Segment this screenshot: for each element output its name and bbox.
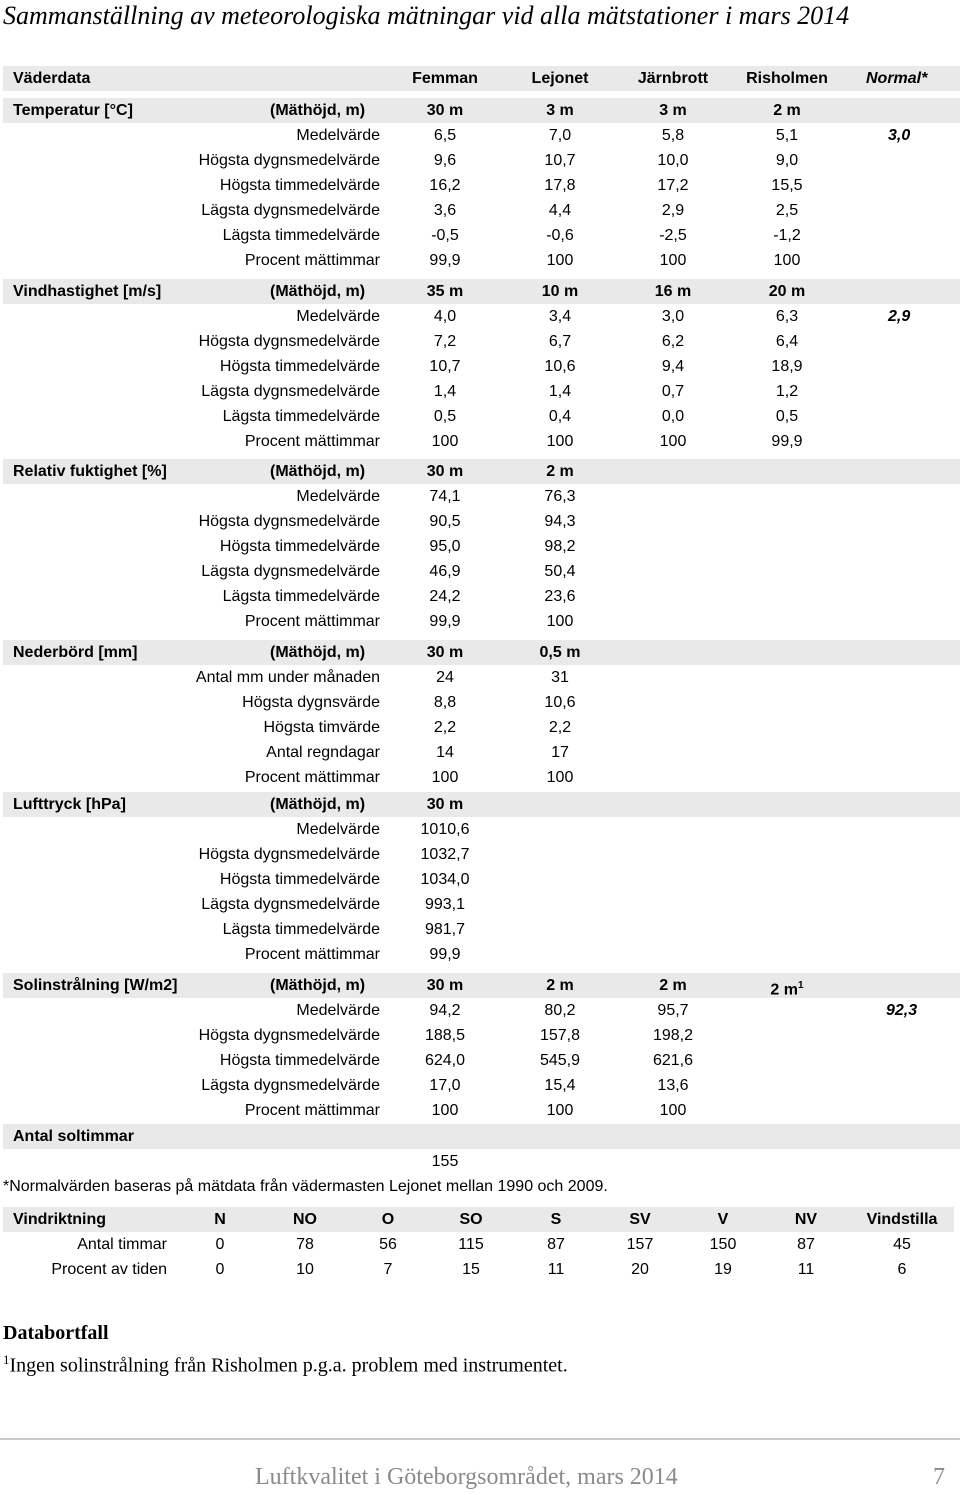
height-label: (Mäthöjd, m) bbox=[270, 644, 366, 661]
cell-value: 2,5 bbox=[775, 202, 799, 219]
row-label: Medelvärde bbox=[296, 488, 380, 505]
wind-cell: 78 bbox=[296, 1236, 314, 1253]
row-label: Högsta timmedelvärde bbox=[219, 177, 380, 194]
row-label: Procent mättimmar bbox=[244, 433, 380, 450]
cell-value: 0,5 bbox=[433, 408, 457, 425]
header-label: Väderdata bbox=[13, 70, 91, 87]
cell-value: 9,6 bbox=[433, 152, 457, 169]
cell-value: 2,2 bbox=[548, 719, 572, 736]
row-label: Lägsta dygnsmedelvärde bbox=[201, 202, 380, 219]
row-label: Lägsta dygnsmedelvärde bbox=[201, 383, 380, 400]
page-number: 7 bbox=[933, 1464, 945, 1490]
station-header: Femman bbox=[412, 70, 478, 87]
wind-cell: 6 bbox=[897, 1261, 907, 1278]
section-title: Nederbörd [mm] bbox=[13, 644, 138, 661]
measurement-height: 3 m bbox=[546, 102, 574, 119]
section-title: Vindhastighet [m/s] bbox=[13, 283, 162, 300]
row-label: Lägsta dygnsmedelvärde bbox=[201, 896, 380, 913]
cell-value: -1,2 bbox=[773, 227, 801, 244]
measurement-height-text: 2 m bbox=[770, 981, 798, 999]
cell-value: 99,9 bbox=[429, 946, 461, 963]
cell-value: 5,8 bbox=[661, 127, 685, 144]
wind-direction-header: NO bbox=[293, 1211, 317, 1228]
wind-cell: 10 bbox=[296, 1261, 314, 1278]
dataloss-text: Ingen solinstrålning från Risholmen p.g.a. problem med instrumentet. bbox=[9, 1354, 568, 1377]
row-label: Medelvärde bbox=[296, 308, 380, 325]
wind-label: Vindriktning bbox=[13, 1211, 107, 1228]
cell-value: 0,0 bbox=[661, 408, 685, 425]
cell-value: 24,2 bbox=[429, 588, 461, 605]
cell-value: 8,8 bbox=[433, 694, 457, 711]
sun-label: Antal soltimmar bbox=[13, 1128, 134, 1145]
row-label: Antal mm under månaden bbox=[195, 669, 380, 686]
wind-cell: 115 bbox=[458, 1236, 484, 1253]
cell-value: 1010,6 bbox=[420, 821, 470, 838]
normal-header: Normal* bbox=[866, 70, 928, 87]
cell-value: 15,5 bbox=[771, 177, 803, 194]
cell-value: 100 bbox=[546, 769, 574, 786]
cell-value: 993,1 bbox=[424, 896, 466, 913]
cell-value: 24 bbox=[436, 669, 454, 686]
cell-value: 1,2 bbox=[775, 383, 799, 400]
cell-value: 23,6 bbox=[544, 588, 576, 605]
cell-value: 545,9 bbox=[539, 1052, 581, 1069]
wind-cell: 0 bbox=[215, 1236, 225, 1253]
wind-cell: 87 bbox=[547, 1236, 565, 1253]
dataloss-heading: Databortfall bbox=[3, 1322, 109, 1344]
row-label: Högsta timmedelvärde bbox=[219, 1052, 380, 1069]
measurement-height: 10 m bbox=[541, 283, 579, 300]
cell-value: 100 bbox=[431, 769, 459, 786]
cell-value: 7,2 bbox=[433, 333, 457, 350]
cell-value: 100 bbox=[773, 252, 801, 269]
measurement-height: 30 m bbox=[426, 796, 464, 813]
cell-value: 621,6 bbox=[652, 1052, 694, 1069]
footnote-marker: 1 bbox=[798, 980, 804, 991]
wind-cell: 56 bbox=[379, 1236, 397, 1253]
cell-value: 100 bbox=[546, 433, 574, 450]
cell-value: 17,2 bbox=[657, 177, 689, 194]
wind-cell: 150 bbox=[709, 1236, 737, 1253]
cell-value: 1,4 bbox=[433, 383, 457, 400]
cell-value: 1034,0 bbox=[420, 871, 470, 888]
row-label: Högsta timmedelvärde bbox=[219, 871, 380, 888]
measurement-height: 2 m bbox=[546, 463, 574, 480]
cell-value: 16,2 bbox=[429, 177, 461, 194]
cell-value: 10,7 bbox=[429, 358, 461, 375]
cell-value: 0,4 bbox=[548, 408, 572, 425]
footer-divider bbox=[0, 1438, 960, 1440]
measurement-height: 30 m bbox=[426, 977, 464, 994]
measurement-height bbox=[737, 973, 837, 1002]
cell-value: 5,1 bbox=[775, 127, 799, 144]
cell-value: 2,2 bbox=[433, 719, 457, 736]
section-title: Temperatur [°C] bbox=[13, 102, 133, 119]
measurement-height: 30 m bbox=[426, 644, 464, 661]
cell-value: 3,6 bbox=[433, 202, 457, 219]
row-label: Medelvärde bbox=[296, 821, 380, 838]
cell-value: 46,9 bbox=[429, 563, 461, 580]
cell-value: 99,9 bbox=[771, 433, 803, 450]
cell-value: -0,5 bbox=[431, 227, 459, 244]
row-label: Procent mättimmar bbox=[244, 769, 380, 786]
section-title: Lufttryck [hPa] bbox=[13, 796, 126, 813]
cell-value: 10,6 bbox=[544, 358, 576, 375]
wind-direction-header: SV bbox=[629, 1211, 651, 1228]
row-label: Högsta dygnsmedelvärde bbox=[198, 152, 380, 169]
row-label: Högsta dygnsmedelvärde bbox=[198, 846, 380, 863]
row-label: Procent mättimmar bbox=[244, 1102, 380, 1119]
row-label: Högsta timmedelvärde bbox=[219, 358, 380, 375]
station-header: Risholmen bbox=[746, 70, 828, 87]
row-label: Lägsta timmedelvärde bbox=[222, 227, 380, 244]
footnote-marker: 1 bbox=[3, 1352, 10, 1367]
wind-direction-header: SO bbox=[459, 1211, 483, 1228]
wind-direction-header: S bbox=[550, 1211, 562, 1228]
cell-value: 4,0 bbox=[433, 308, 457, 325]
cell-value: 0,7 bbox=[661, 383, 685, 400]
wind-direction-header: NV bbox=[794, 1211, 818, 1228]
measurement-height: 2 m bbox=[773, 102, 801, 119]
row-label: Medelvärde bbox=[296, 127, 380, 144]
measurement-height: 2 m bbox=[659, 977, 687, 994]
cell-value: 94,2 bbox=[429, 1002, 461, 1019]
row-label: Procent mättimmar bbox=[244, 946, 380, 963]
wind-cell: 157 bbox=[626, 1236, 654, 1253]
cell-value: 74,1 bbox=[429, 488, 461, 505]
row-label: Procent mättimmar bbox=[244, 613, 380, 630]
row-label: Lägsta timmedelvärde bbox=[222, 408, 380, 425]
measurement-height: 30 m bbox=[426, 463, 464, 480]
row-label: Högsta dygnsmedelvärde bbox=[198, 513, 380, 530]
row-label: Antal regndagar bbox=[266, 744, 380, 761]
row-label: Högsta timvärde bbox=[263, 719, 380, 736]
cell-value: 3,0 bbox=[661, 308, 685, 325]
sun-bar bbox=[3, 1124, 960, 1149]
cell-value: 95,0 bbox=[429, 538, 461, 555]
cell-value: 9,0 bbox=[775, 152, 799, 169]
wind-cell: 11 bbox=[547, 1261, 565, 1278]
normal-value: 2,9 bbox=[888, 308, 911, 325]
wind-direction-header: N bbox=[214, 1211, 226, 1228]
wind-cell: 20 bbox=[631, 1261, 649, 1278]
cell-value: 6,4 bbox=[775, 333, 799, 350]
cell-value: 100 bbox=[546, 613, 574, 630]
cell-value: 100 bbox=[546, 252, 574, 269]
cell-value: 50,4 bbox=[544, 563, 576, 580]
cell-value: 94,3 bbox=[544, 513, 576, 530]
wind-cell: 0 bbox=[215, 1261, 225, 1278]
cell-value: 31 bbox=[551, 669, 569, 686]
cell-value: 99,9 bbox=[429, 613, 461, 630]
cell-value: 76,3 bbox=[544, 488, 576, 505]
cell-value: 99,9 bbox=[429, 252, 461, 269]
normal-value: 3,0 bbox=[888, 127, 911, 144]
measurement-height: 20 m bbox=[768, 283, 806, 300]
wind-cell: 11 bbox=[797, 1261, 815, 1278]
cell-value: 1,4 bbox=[548, 383, 572, 400]
normal-footnote: *Normalvärden baseras på mätdata från vädermasten Lejonet mellan 1990 och 2009. bbox=[3, 1178, 608, 1195]
wind-direction-header: Vindstilla bbox=[866, 1211, 938, 1228]
cell-value: 6,7 bbox=[548, 333, 572, 350]
cell-value: -0,6 bbox=[546, 227, 574, 244]
cell-value: 10,6 bbox=[544, 694, 576, 711]
row-label: Lägsta dygnsmedelvärde bbox=[201, 1077, 380, 1094]
cell-value: 4,4 bbox=[548, 202, 572, 219]
cell-value: 0,5 bbox=[775, 408, 799, 425]
height-label: (Mäthöjd, m) bbox=[270, 977, 366, 994]
row-label: Högsta dygnsmedelvärde bbox=[198, 1027, 380, 1044]
wind-direction-header: O bbox=[381, 1211, 395, 1228]
sun-value: 155 bbox=[431, 1153, 459, 1170]
cell-value: 3,4 bbox=[548, 308, 572, 325]
wind-row-label: Antal timmar bbox=[77, 1236, 167, 1253]
cell-value: 17 bbox=[551, 744, 569, 761]
wind-cell: 45 bbox=[893, 1236, 911, 1253]
height-label: (Mäthöjd, m) bbox=[270, 796, 366, 813]
section-title: Solinstrålning [W/m2] bbox=[13, 977, 178, 994]
cell-value: 90,5 bbox=[429, 513, 461, 530]
wind-row-label: Procent av tiden bbox=[51, 1261, 167, 1278]
wind-cell: 7 bbox=[383, 1261, 393, 1278]
cell-value: 1032,7 bbox=[420, 846, 470, 863]
dataloss-note bbox=[3, 1346, 568, 1380]
cell-value: 198,2 bbox=[652, 1027, 694, 1044]
cell-value: 15,4 bbox=[544, 1077, 576, 1094]
cell-value: 13,6 bbox=[657, 1077, 689, 1094]
row-label: Högsta dygnsmedelvärde bbox=[198, 333, 380, 350]
cell-value: 981,7 bbox=[424, 921, 466, 938]
station-header: Järnbrott bbox=[637, 70, 709, 87]
row-label: Lägsta timmedelvärde bbox=[222, 588, 380, 605]
cell-value: 17,8 bbox=[544, 177, 576, 194]
cell-value: 6,2 bbox=[661, 333, 685, 350]
page-title: Sammanställning av meteorologiska mätningar vid alla mätstationer i mars 2014 bbox=[3, 1, 850, 30]
row-label: Procent mättimmar bbox=[244, 252, 380, 269]
measurement-height: 2 m bbox=[546, 977, 574, 994]
cell-value: 95,7 bbox=[657, 1002, 689, 1019]
wind-direction-header: V bbox=[717, 1211, 729, 1228]
wind-cell: 15 bbox=[462, 1261, 480, 1278]
station-header: Lejonet bbox=[531, 70, 589, 87]
height-label: (Mäthöjd, m) bbox=[270, 102, 366, 119]
cell-value: 2,9 bbox=[661, 202, 685, 219]
row-label: Högsta dygnsvärde bbox=[242, 694, 380, 711]
wind-cell: 19 bbox=[714, 1261, 732, 1278]
cell-value: 100 bbox=[659, 433, 687, 450]
cell-value: 100 bbox=[659, 252, 687, 269]
normal-value: 92,3 bbox=[886, 1002, 918, 1019]
cell-value: 14 bbox=[436, 744, 454, 761]
cell-value: 7,0 bbox=[548, 127, 572, 144]
row-label: Lägsta dygnsmedelvärde bbox=[201, 563, 380, 580]
cell-value: 6,5 bbox=[433, 127, 457, 144]
footer-text: Luftkvalitet i Göteborgsområdet, mars 2014 bbox=[255, 1464, 678, 1490]
cell-value: 10,7 bbox=[544, 152, 576, 169]
cell-value: 624,0 bbox=[424, 1052, 466, 1069]
row-label: Lägsta timmedelvärde bbox=[222, 921, 380, 938]
cell-value: 188,5 bbox=[424, 1027, 466, 1044]
section-title: Relativ fuktighet [%] bbox=[13, 463, 167, 480]
row-label: Medelvärde bbox=[296, 1002, 380, 1019]
cell-value: 100 bbox=[546, 1102, 574, 1119]
cell-value: 6,3 bbox=[775, 308, 799, 325]
cell-value: 10,0 bbox=[657, 152, 689, 169]
wind-cell: 87 bbox=[797, 1236, 815, 1253]
cell-value: 17,0 bbox=[429, 1077, 461, 1094]
cell-value: -2,5 bbox=[659, 227, 687, 244]
measurement-height: 3 m bbox=[659, 102, 687, 119]
cell-value: 100 bbox=[431, 1102, 459, 1119]
measurement-height: 35 m bbox=[426, 283, 464, 300]
cell-value: 100 bbox=[659, 1102, 687, 1119]
cell-value: 80,2 bbox=[544, 1002, 576, 1019]
measurement-height: 16 m bbox=[654, 283, 692, 300]
cell-value: 9,4 bbox=[661, 358, 685, 375]
measurement-height: 0,5 m bbox=[539, 644, 581, 661]
cell-value: 157,8 bbox=[539, 1027, 581, 1044]
height-label: (Mäthöjd, m) bbox=[270, 283, 366, 300]
row-label: Högsta timmedelvärde bbox=[219, 538, 380, 555]
cell-value: 100 bbox=[431, 433, 459, 450]
height-label: (Mäthöjd, m) bbox=[270, 463, 366, 480]
measurement-height: 30 m bbox=[426, 102, 464, 119]
cell-value: 18,9 bbox=[771, 358, 803, 375]
cell-value: 98,2 bbox=[544, 538, 576, 555]
